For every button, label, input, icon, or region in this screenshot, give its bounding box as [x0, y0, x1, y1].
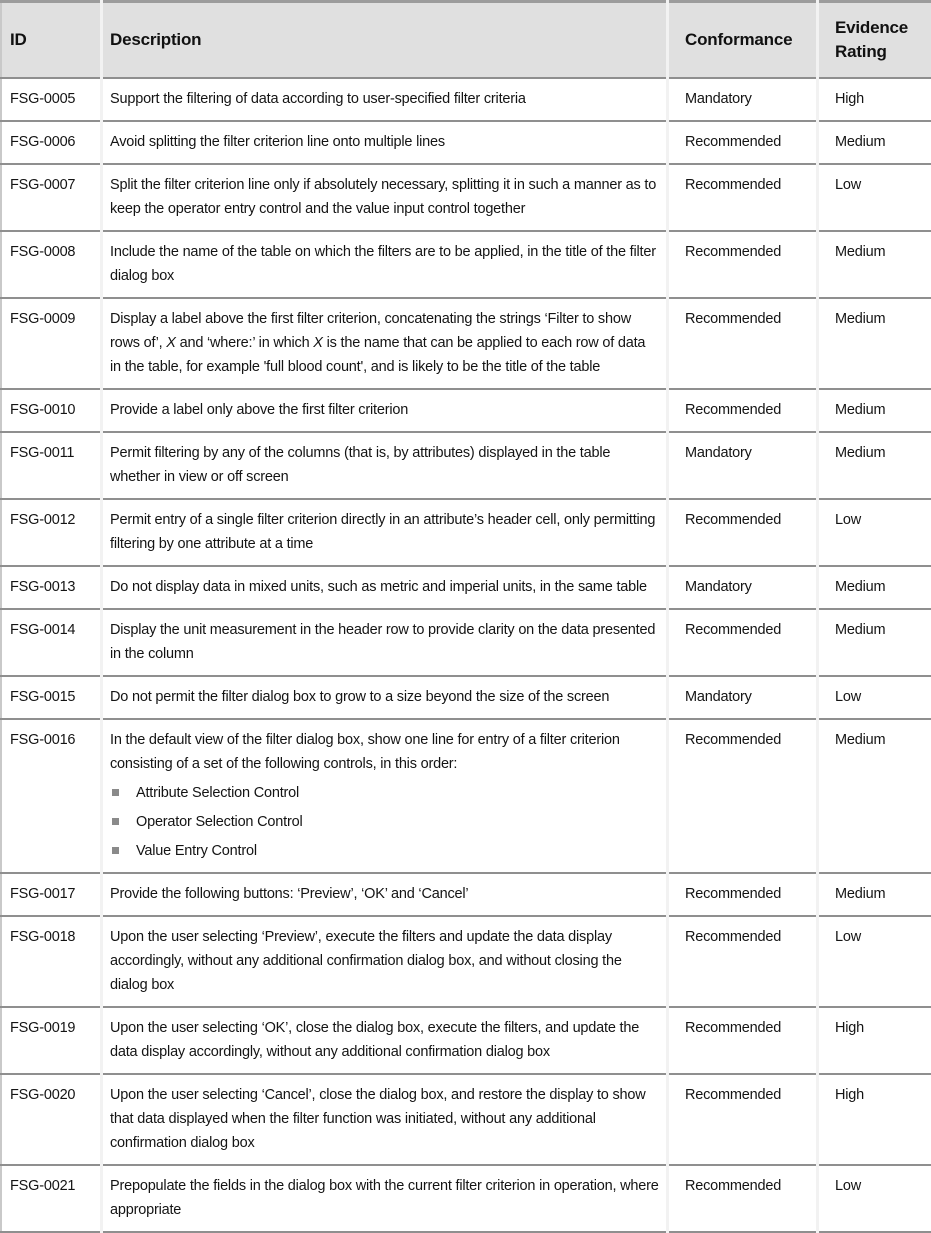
table-body [1, 78, 931, 1232]
table-header [1, 2, 931, 79]
requirement-conformance: Mandatory [669, 566, 819, 609]
requirement-evidence-rating: Medium [819, 873, 931, 916]
requirement-description [103, 873, 669, 916]
requirement-description [103, 1165, 669, 1232]
requirement-evidence-rating: Medium [819, 566, 931, 609]
requirement-evidence-rating: Medium [819, 432, 931, 499]
requirement-id: FSG-0011 [1, 432, 103, 499]
table-row [1, 499, 931, 566]
requirement-description [103, 164, 669, 231]
requirement-conformance: Recommended [669, 121, 819, 164]
requirement-conformance: Recommended [669, 873, 819, 916]
table-row [1, 1165, 931, 1232]
requirement-description [103, 916, 669, 1007]
square-bullet-icon [112, 789, 119, 796]
description-text: Upon the user selecting ‘Preview’, execute the filters and update the data display accordingly, without any additional confirmation dialog box, and without closing the dialog box [110, 929, 622, 993]
bullet-item [110, 839, 659, 863]
requirement-evidence-rating: High [819, 1007, 931, 1074]
column-header-description: Description [103, 2, 669, 79]
requirement-id: FSG-0010 [1, 389, 103, 432]
requirement-description [103, 676, 669, 719]
square-bullet-icon [112, 818, 119, 825]
description-text: Prepopulate the fields in the dialog box with the current filter criterion in operation, where appropriate [110, 1178, 659, 1218]
table-header-row [1, 2, 931, 79]
requirement-id: FSG-0005 [1, 78, 103, 121]
requirement-conformance: Recommended [669, 1165, 819, 1232]
table-row [1, 1074, 931, 1165]
requirement-description [103, 719, 669, 873]
requirement-evidence-rating: Low [819, 499, 931, 566]
requirement-description [103, 1007, 669, 1074]
bullet-item-label: Value Entry Control [136, 843, 257, 859]
requirement-id: FSG-0007 [1, 164, 103, 231]
requirement-id: FSG-0008 [1, 231, 103, 298]
requirement-evidence-rating: Medium [819, 121, 931, 164]
requirement-description [103, 389, 669, 432]
square-bullet-icon [112, 847, 119, 854]
table-row [1, 164, 931, 231]
bullet-item-label: Attribute Selection Control [136, 785, 300, 801]
requirement-conformance: Recommended [669, 609, 819, 676]
description-text: X [166, 335, 176, 351]
bullet-item [110, 810, 659, 834]
table-row [1, 121, 931, 164]
requirement-id: FSG-0019 [1, 1007, 103, 1074]
description-text: Display a label above the first filter criterion, concatenating the strings ‘Filter to show rows of’, [110, 311, 631, 351]
requirement-evidence-rating: Medium [819, 231, 931, 298]
requirement-conformance: Mandatory [669, 78, 819, 121]
requirement-evidence-rating: Medium [819, 389, 931, 432]
requirement-description [103, 231, 669, 298]
requirement-description [103, 609, 669, 676]
description-text: Avoid splitting the filter criterion line onto multiple lines [110, 134, 445, 150]
requirement-evidence-rating: Medium [819, 609, 931, 676]
requirement-conformance: Recommended [669, 916, 819, 1007]
requirement-conformance: Recommended [669, 1074, 819, 1165]
requirement-evidence-rating: Low [819, 164, 931, 231]
requirement-evidence-rating: Medium [819, 719, 931, 873]
table-row [1, 916, 931, 1007]
requirement-conformance: Recommended [669, 389, 819, 432]
table-row [1, 873, 931, 916]
requirement-evidence-rating: High [819, 78, 931, 121]
requirement-conformance: Recommended [669, 719, 819, 873]
description-text: In the default view of the filter dialog box, show one line for entry of a filter criterion consisting of a set of the following controls, in this order: [110, 732, 620, 772]
table-row [1, 609, 931, 676]
description-text: Split the filter criterion line only if absolutely necessary, splitting it in such a manner as to keep the operator entry control and the value input control together [110, 177, 657, 217]
description-text: Do not permit the filter dialog box to grow to a size beyond the size of the screen [110, 689, 610, 705]
requirement-description [103, 121, 669, 164]
description-text: Include the name of the table on which the filters are to be applied, in the title of the filter dialog box [110, 244, 656, 284]
table-row [1, 78, 931, 121]
requirement-conformance: Mandatory [669, 432, 819, 499]
requirement-id: FSG-0018 [1, 916, 103, 1007]
description-text: Provide the following buttons: ‘Preview’, ‘OK’ and ‘Cancel’ [110, 886, 469, 902]
table-row [1, 432, 931, 499]
requirement-id: FSG-0016 [1, 719, 103, 873]
description-text: Permit filtering by any of the columns (that is, by attributes) displayed in the table whether in view or off screen [110, 445, 611, 485]
column-header-evidence-rating: Evidence Rating [819, 2, 931, 79]
requirement-description [103, 1074, 669, 1165]
requirement-conformance: Mandatory [669, 676, 819, 719]
requirement-evidence-rating: Low [819, 676, 931, 719]
requirement-description [103, 499, 669, 566]
description-text: and ‘where:’ in which [175, 335, 314, 351]
column-header-id: ID [1, 2, 103, 79]
requirement-id: FSG-0009 [1, 298, 103, 389]
description-text: Provide a label only above the first filter criterion [110, 402, 409, 418]
table-row [1, 676, 931, 719]
requirement-evidence-rating: High [819, 1074, 931, 1165]
requirement-conformance: Recommended [669, 499, 819, 566]
table-row [1, 231, 931, 298]
requirement-id: FSG-0014 [1, 609, 103, 676]
requirement-id: FSG-0015 [1, 676, 103, 719]
table-row [1, 566, 931, 609]
requirement-id: FSG-0006 [1, 121, 103, 164]
requirement-description [103, 566, 669, 609]
table-row [1, 389, 931, 432]
requirement-conformance: Recommended [669, 231, 819, 298]
description-text: X [313, 335, 323, 351]
column-header-conformance: Conformance [669, 2, 819, 79]
bullet-item-label: Operator Selection Control [136, 814, 303, 830]
requirement-evidence-rating: Low [819, 916, 931, 1007]
description-text: Upon the user selecting ‘OK’, close the dialog box, execute the filters, and update the data display accordingly, without any additional confirmation dialog box [110, 1020, 640, 1060]
description-text: Display the unit measurement in the header row to provide clarity on the data presented in the column [110, 622, 656, 662]
table-row [1, 719, 931, 873]
description-text: Upon the user selecting ‘Cancel’, close the dialog box, and restore the display to show that data displayed when the filter function was initiated, without any additional confirmation dialog box [110, 1087, 646, 1151]
requirement-id: FSG-0021 [1, 1165, 103, 1232]
bullet-item [110, 781, 659, 805]
description-text: Do not display data in mixed units, such as metric and imperial units, in the same table [110, 579, 647, 595]
requirement-conformance: Recommended [669, 1007, 819, 1074]
requirement-conformance: Recommended [669, 164, 819, 231]
description-text: is the name that can be applied to each row of data in the table, for example 'full blood count', and is likely to be the title of the table [110, 335, 646, 375]
table-row [1, 298, 931, 389]
requirement-description [103, 298, 669, 389]
requirement-id: FSG-0012 [1, 499, 103, 566]
requirement-conformance: Recommended [669, 298, 819, 389]
table-row [1, 1007, 931, 1074]
requirement-evidence-rating: Low [819, 1165, 931, 1232]
requirement-description [103, 78, 669, 121]
requirement-description [103, 432, 669, 499]
description-text: Support the filtering of data according to user-specified filter criteria [110, 91, 526, 107]
requirement-evidence-rating: Medium [819, 298, 931, 389]
requirement-id: FSG-0020 [1, 1074, 103, 1165]
description-text: Permit entry of a single filter criterion directly in an attribute’s header cell, only permitting filtering by one attribute at a time [110, 512, 656, 552]
requirement-id: FSG-0013 [1, 566, 103, 609]
requirement-id: FSG-0017 [1, 873, 103, 916]
